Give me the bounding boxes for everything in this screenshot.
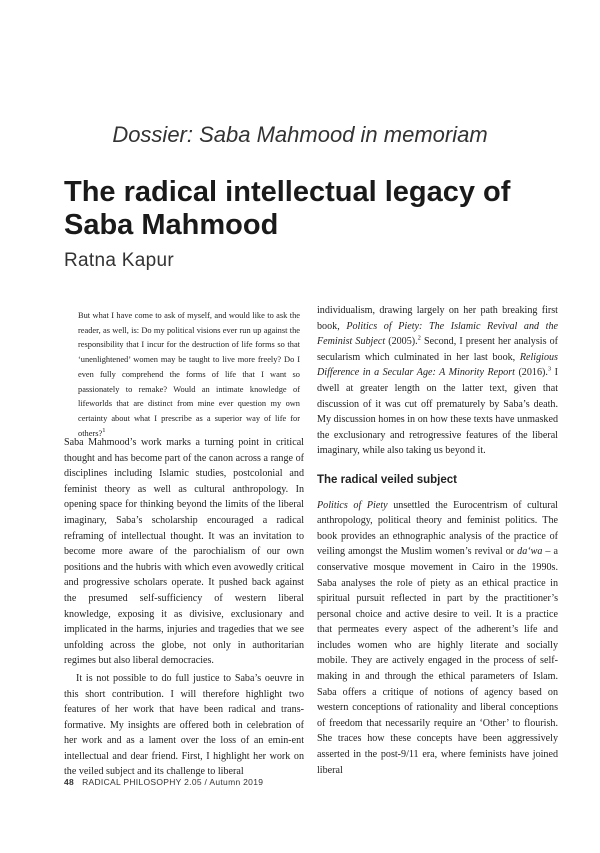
footnote-ref-2[interactable]: 2 <box>417 334 421 342</box>
page-number: 48 <box>64 777 75 787</box>
footnote-ref-3[interactable]: 3 <box>547 366 552 374</box>
page-footer <box>64 777 263 787</box>
book-title: Politics of Piety <box>317 499 388 511</box>
paragraph: It is not possible to do full justice to Saba’s oeuvre in this short contribution. I will therefore highlight two features of her work that have been radical and trans-formative. My insights are offered both in celebration of her work and as a lament over the loss of an emin-ent intellectual and dear friend. First, I highlight her work on the veiled subject and its challenge to liberal <box>64 672 304 778</box>
book-title: Religious Difference in a Secular Age: A Minority Report <box>317 351 558 379</box>
footnote-ref-1[interactable]: 1 <box>102 426 106 434</box>
section-heading: The radical veiled subject <box>317 473 457 486</box>
term: da‘wa <box>517 546 543 558</box>
paragraph: Saba Mahmood’s work marks a turning point in critical thought and has become part of the canon across a range of disciplines including Islamic studies, postcolonial and feminist theory as well as cultural anthropology. In opening space for thinking beyond the limits of the liberal imaginary, Saba’s scholarship encouraged a radical reframing of intellectual thought. It was an invitation to become more aware of the parochialism of our own positions and the hubris with which even avowedly critical and progressive scholars operate. It pushed back against the presumed self-sufficiency of western liberal knowledge, exposing it as divisive, exclusionary and implicated in the harms, injuries and tragedies that we see unfolding across the globe, not only in authoritarian regimes but also liberal democracies. <box>64 437 304 667</box>
paragraph: Politics of Piety unsettled the Eurocentrism of cultural anthropology, political theory and feminist politics. The book provides an ethnographic analysis of the practice of veiling amongst the Muslim women’s revival or da‘wa – a conservative mosque movement in Cairo in the 1990s. Saba analyses the role of piety as an ethical practice in spiritual pursuit reflected in part by the practitioner’s personal choice and active desire to veil. It is a practice that permeates every aspect of the adherent’s life and includes women who are highly literate and socially mobile. They are actively engaged in the process of self-making in and through the ethical parameters of Islam. Saba offers a critique of notions of agency based on western conceptions of rationality and liberal conceptions of freedom that necessarily require an ‘Other’ to flourish. She traces how these concepts have been aggressively asserted in the post-9/11 era, where feminists have joined liberal <box>317 499 558 776</box>
dossier-heading: Dossier: Saba Mahmood in memoriam <box>112 122 488 147</box>
author-name: Ratna Kapur <box>64 250 174 271</box>
article-title: The radical intellectual legacy of Saba Mahmood <box>64 176 511 241</box>
left-column <box>64 435 304 780</box>
epigraph-text: But what I have come to ask of myself, and would like to ask the reader, as well, is: Do my political visions ever run up against the responsibility that I incur for the destruction of life forms so that ‘unenlightened’ women may be taught to live more freely? Do I even fully comprehend the forms of life that I want so passionately to remake? Would an intimate knowledge of lifeworlds that are distinct from mine ever question my own certainty about what I prescribe as a superior way of life for others? <box>78 311 300 438</box>
paragraph: individualism, drawing largely on her path breaking first book, Politics of Piety: The Islamic Revival and the Feminist Subject (2005).$^2$ Second, I present her analysis of secularism which culminated in her last book, Religious Difference in a Secular Age: A Minority Report (2016).$^3$ I dwell at greater length on the latter text, given that discussion of it was cut off prematurely by Saba’s death. My discussion homes in on how these texts have unmasked the exclusionary and retrogressive features of the liberal imaginary, while also taking us beyond it. <box>317 305 558 457</box>
right-column <box>317 303 558 778</box>
book-title: Politics of Piety: The Islamic Revival and the Feminist Subject <box>317 320 558 348</box>
journal-name: RADICAL PHILOSOPHY 2.05 / Autumn 2019 <box>82 777 264 787</box>
epigraph <box>78 309 300 441</box>
